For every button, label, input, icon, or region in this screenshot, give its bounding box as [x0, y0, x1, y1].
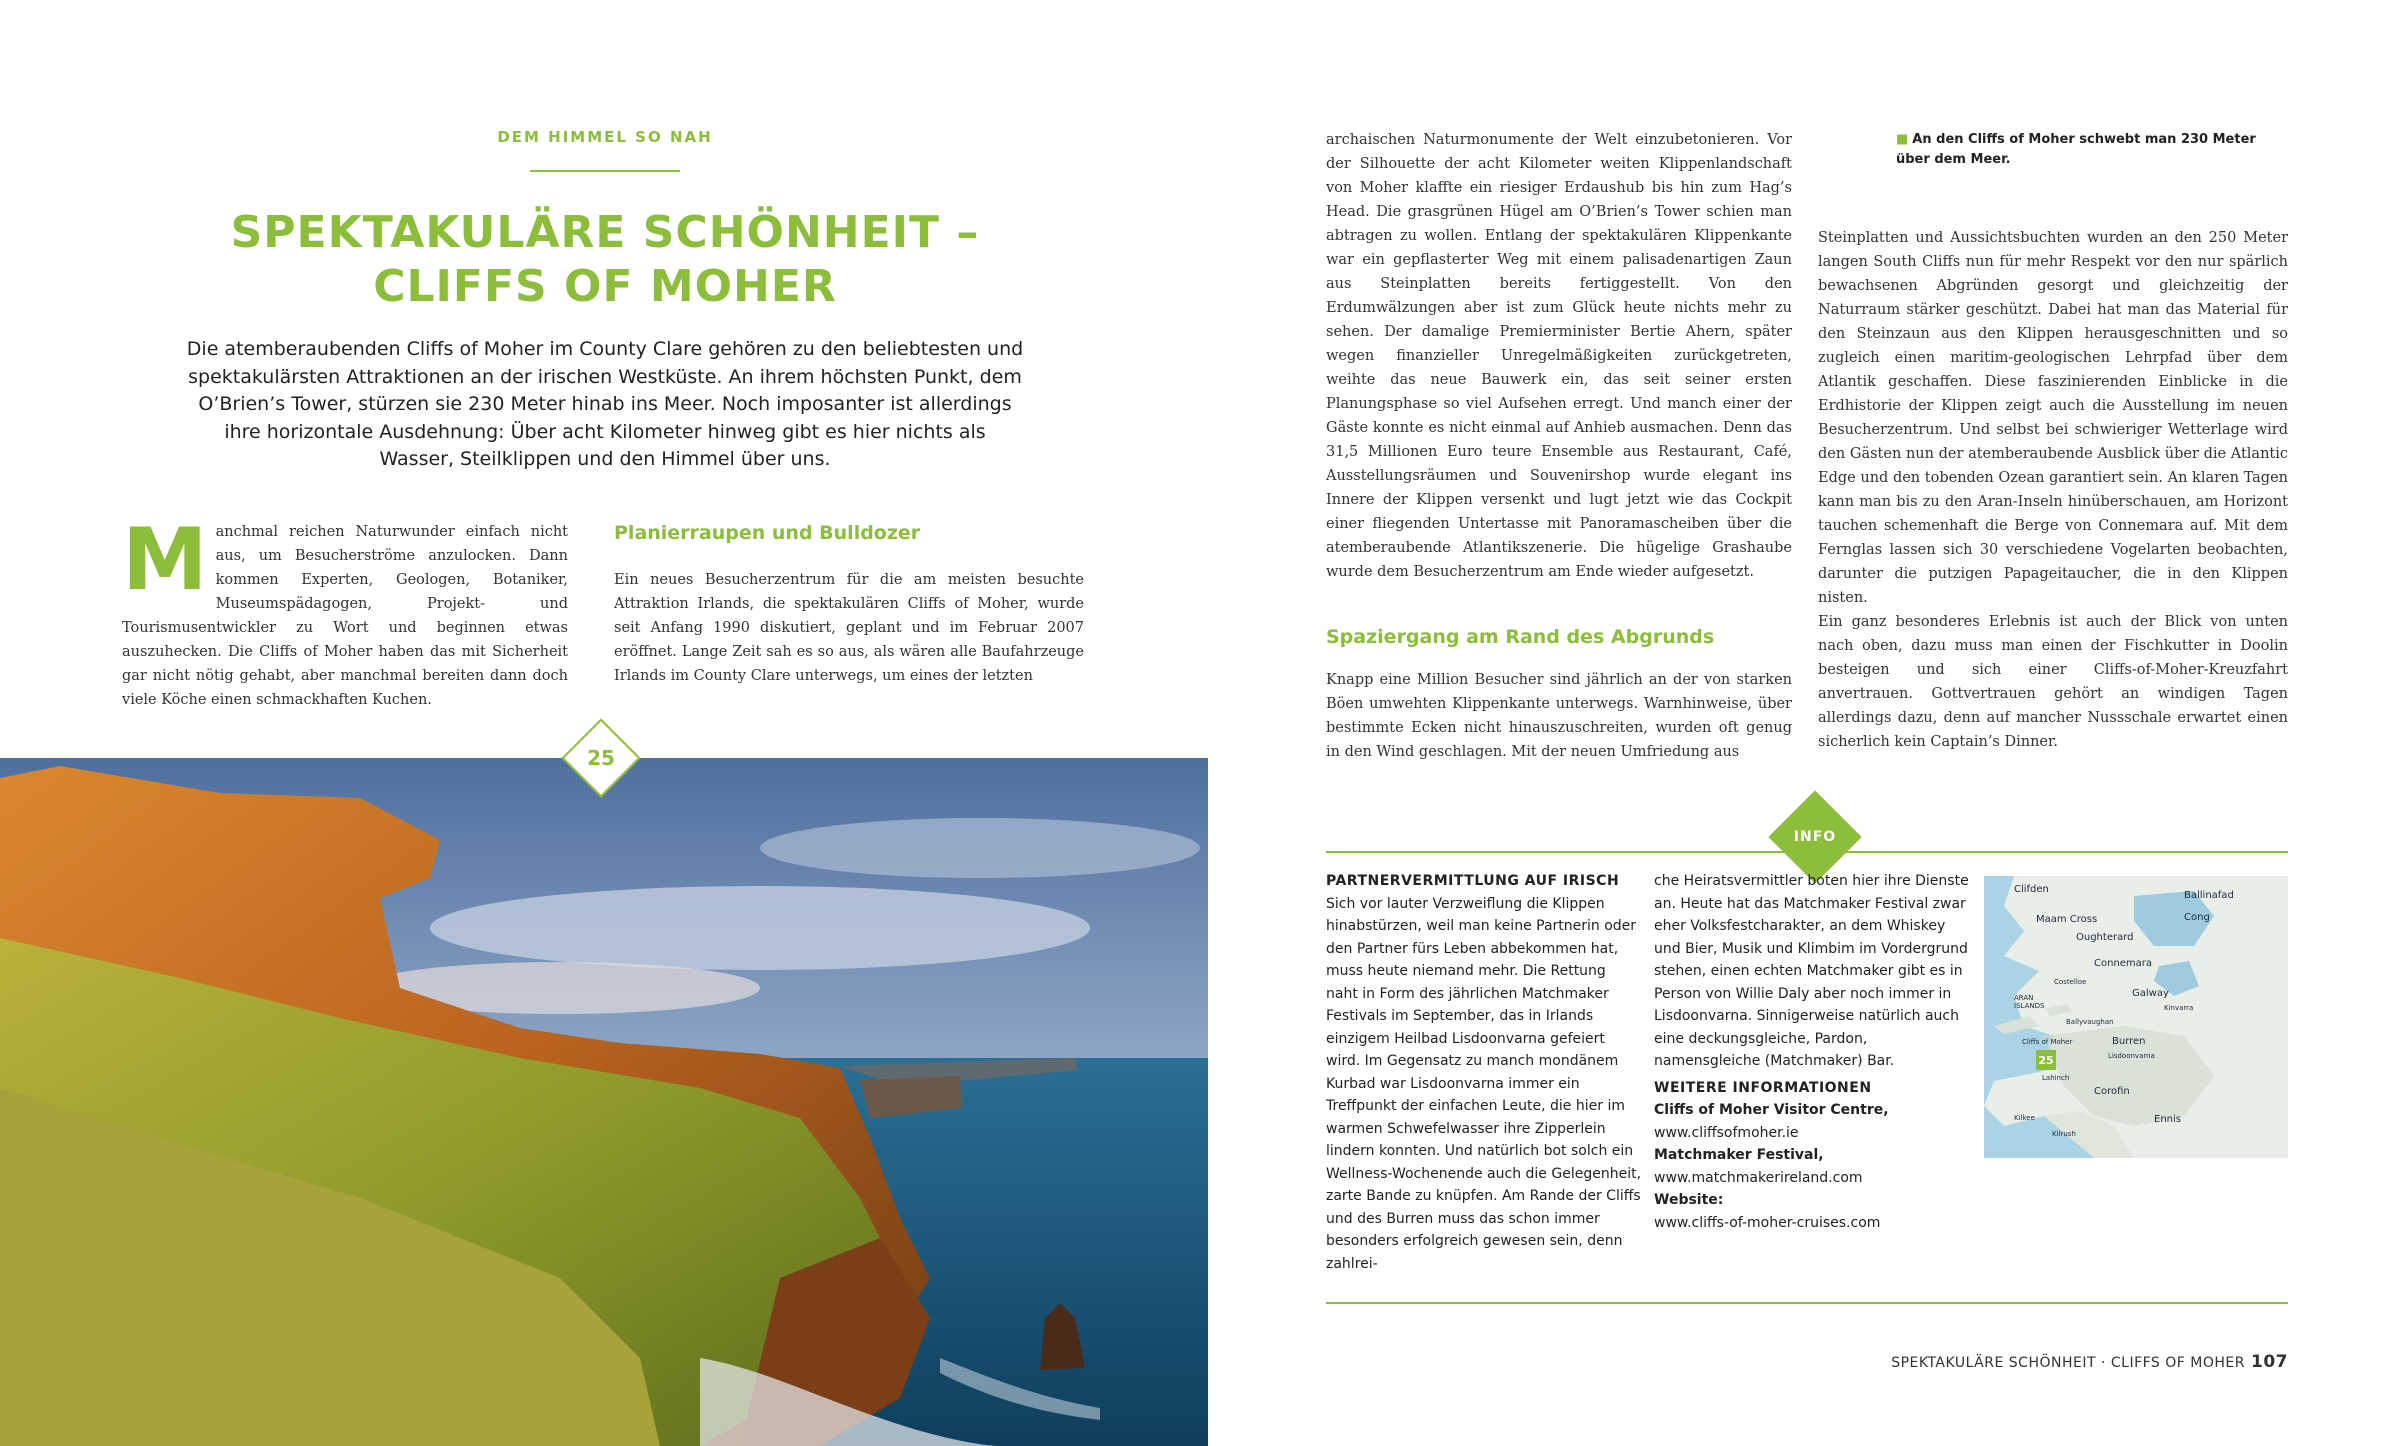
map-label-lisdoonvarna: Lisdoonvarna: [2108, 1052, 2155, 1060]
body-column-2: Ein neues Besucherzentrum für die am meisten besuchte Attraktion Irlands, die spektakulären Cliffs of Moher, wurde seit Anfang 1990 diskutiert, geplant und im Februar 2007 eröffnet. Lange Zeit sah es so aus, als wären alle Baufahrzeuge Irlands im County Clare unterwegs, um eines der letzten: [614, 572, 1084, 684]
subheading-planierraupen: Planierraupen und Bulldozer: [614, 522, 921, 544]
photo-caption: [1896, 130, 2276, 170]
map-label-cong: Cong: [2184, 912, 2210, 923]
info-column-1: [1326, 870, 1642, 1275]
info-text-2: che Heiratsvermittler boten hier ihre Dienste an. Heute hat das Matchmaker Festival zwar eher Volksfestcharakter, an dem Whiskey und Bier, Musik und Klimbim im Vordergrund stehen, einen echten Matchmaker gibt es in Person von Willie Daly aber noch immer in Lisdoonvarna. Sinnigerweise natürlich auch eine deckungsgleiche, Pardon, namensgleiche (Matchmaker) Bar.: [1654, 873, 1969, 1069]
map-badge: 25: [2036, 1050, 2056, 1070]
link-visitor-centre[interactable]: www.cliffsofmoher.ie: [1654, 1124, 1799, 1141]
caption-text: An den Cliffs of Moher schwebt man 230 Meter über dem Meer.: [1896, 132, 2256, 167]
map-label-ballinafad: Ballinafad: [2184, 890, 2234, 901]
link-label-matchmaker: Matchmaker Festival,: [1654, 1147, 1824, 1163]
kicker-divider: [530, 170, 680, 172]
info-text-1: Sich vor lauter Verzweiflung die Klippen hinabstürzen, weil man keine Partnerin oder den Partner fürs Leben abbekommen hat, muss heute niemand mehr. Die Rettung naht in Form des jährlichen Matchmaker Festivals im September, das in Irlands einzigem Heilbad Lisdoonvarna gefeiert wird. Im Gegensatz zu manch mondänem Kurbad war Lisdoonvarna immer ein Treffpunkt der einfachen Leute, die hier im warmen Schwefelwasser ihre Zipperlein lindern konnten. Und natürlich bot solch ein Wellness-Wochenende auch die Gelegenheit, zarte Bande zu knüpfen. Am Rande der Cliffs und des Burren muss das schon immer besonders erfolgreich gewesen sein, denn zahlrei-: [1326, 895, 1642, 1272]
body-text-4a: Steinplatten und Aussichtsbuchten wurden an den 250 Meter langen South Cliffs nun für mehr Respekt vor den nur spärlich bewachsenen Abgründen gesorgt und gleichzeitig der Naturraum stärker geschützt. Dabei hat man das Material für den Steinzaun aus den Klippen herausgeschnitten und so zugleich einen maritim-geologischen Lehrpfad über dem Atlantik geschaffen. Diese faszinierenden Einblicke in die Erdhistorie der Klippen zeigt auch die Ausstellung im neuen Besucherzentrum. Und selbst bei schwieriger Wetterlage wird den Gästen nun der atemberaubende Ausblick über die Atlantic Edge und den tobenden Ozean garantiert sein. An klaren Tagen kann man bis zu den Aran-Inseln hinüberschauen, am Horizont tauchen schemenhaft die Berge von Connemara auf. Mit dem Fernglas lassen sich 30 verschiedene Vogelarten beobachten, darunter die putzigen Papageitaucher, die in den Klippen nisten.: [1818, 230, 2288, 606]
map-label-connemara: Connemara: [2094, 958, 2153, 969]
map-label-kinvarra: Kinvarra: [2164, 1004, 2194, 1012]
caption-marker-icon: ■: [1896, 132, 1909, 147]
body-column-1: [122, 510, 568, 712]
lead-paragraph: Die atemberaubenden Cliffs of Moher im County Clare gehören zu den beliebtesten und spektakulärsten Attraktionen an der irischen Westküste. An ihrem höchsten Punkt, dem O’Brien’s Tower, stürzen sie 230 Meter hinab ins Meer. Noch imposanter ist allerdings ihre horizontale Ausdehnung: Über acht Kilometer hinweg gibt es hier nichts als Wasser, Steilklippen und den Himmel über uns.: [186, 338, 1024, 470]
map-label-lahinch: Lahinch: [2042, 1074, 2070, 1082]
map-label-ennis: Ennis: [2154, 1114, 2181, 1125]
link-cruises[interactable]: www.cliffs-of-moher-cruises.com: [1654, 1214, 1881, 1231]
map-label-aran-islands: ARAN ISLANDS: [2014, 994, 2045, 1010]
subheading-spaziergang: Spaziergang am Rand des Abgrunds: [1326, 626, 1715, 648]
page-title: [150, 206, 1060, 314]
map-label-kilrush: Kilrush: [2052, 1130, 2076, 1138]
body-column-4: [1818, 226, 2288, 754]
more-info-title: WEITERE INFORMATIONEN: [1654, 1079, 1872, 1096]
info-column-2: [1654, 870, 1970, 1234]
info-bottom-rule: [1326, 1302, 2288, 1304]
page-badge-number: 25: [587, 746, 615, 770]
map-label-kilkee: Kilkee: [2014, 1114, 2035, 1122]
body-column-3: archaischen Naturmonumente der Welt einzubetonieren. Vor der Silhouette der acht Kilometer weiten Klippenlandschaft von Moher klaffte ein riesiger Erdaushub bis hin zum Hag’s Head. Die grasgrünen Hügel am O’Brien’s Tower schien man abtragen zu wollen. Entlang der spektakulären Klippenkante war ein gepflasterter Weg mit einem palisadenartigen Zaun aus Steinplatten bereits fertiggestellt. Von den Erdumwälzungen aber ist zum Glück heute nichts mehr zu sehen. Der damalige Premierminister Bertie Ahern, später wegen finanzieller Unregelmäßigkeiten zurückgetreten, weihte das neue Bauwerk ein, das seit seiner ersten Planungsphase so viel Aufsehen erregt. Und manch einer der Gäste konnte es nicht einmal auf Anhieb ausmachen. Denn das 31,5 Millionen Euro teure Ensemble aus Restaurant, Café, Ausstellungsräumen und Souvenirshop wurde elegant ins Innere der Klippen versenkt und lugt jetzt wie das Cockpit einer fliegenden Untertasse mit Panoramascheiben über die atemberaubende Atlantikszenerie. Die hügelige Grashaube wurde dem Besucherzentrum am Ende wieder aufgesetzt.: [1326, 132, 1792, 580]
link-label-website: Website:: [1654, 1192, 1724, 1208]
info-title: PARTNERVERMITTLUNG AUF IRISCH: [1326, 873, 1620, 889]
kicker: DEM HIMMEL SO NAH: [497, 128, 713, 146]
map-label-corofin: Corofin: [2094, 1086, 2130, 1097]
page-footer: [1891, 1352, 2288, 1372]
map-label-oughterard: Oughterard: [2076, 932, 2134, 943]
cliffs-photo: [0, 758, 1208, 1446]
region-map: [1984, 876, 2288, 1158]
info-badge-label: INFO: [1793, 829, 1837, 845]
map-label-maam-cross: Maam Cross: [2036, 914, 2098, 925]
body-text: anchmal reichen Naturwunder einfach nicht aus, um Besucherströme anzulocken. Dann kommen Experten, Geologen, Botaniker, Museumspädagogen, Projekt- und Tourismusentwickler zu Wort und beginnen etwas auszuhecken. Die Cliffs of Moher haben das mit Sicherheit gar nicht nötig gehabt, aber manchmal bereiten dann doch viele Köche einen schmackhaften Kuchen.: [122, 524, 568, 708]
page-title-line-1: SPEKTAKULÄRE SCHÖNHEIT –: [230, 207, 980, 258]
map-label-galway: Galway: [2132, 988, 2169, 999]
page-number: 107: [2251, 1352, 2288, 1372]
body-text-4b: Ein ganz besonderes Erlebnis ist auch der Blick von unten nach oben, dazu muss man einen der Fischkutter in Doolin besteigen und sich einer Cliffs-of-Moher-Kreuzfahrt anvertrauen. Gottvertrauen gehört an windigen Tagen allerdings dazu, denn auf mancher Nussschale erwartet einen sicherlich kein Captain’s Dinner.: [1818, 614, 2288, 750]
map-label-burren: Burren: [2112, 1036, 2146, 1047]
map-label-costelloe: Costelloe: [2054, 978, 2087, 986]
footer-title: SPEKTAKULÄRE SCHÖNHEIT · CLIFFS OF MOHER: [1891, 1355, 2245, 1371]
link-matchmaker[interactable]: www.matchmakerireland.com: [1654, 1169, 1863, 1186]
drop-cap: M: [122, 510, 208, 610]
link-label-visitor-centre: Cliffs of Moher Visitor Centre,: [1654, 1102, 1889, 1118]
map-label-clifden: Clifden: [2014, 884, 2049, 895]
map-label-cliffs-of-moher: Cliffs of Moher: [2022, 1038, 2073, 1046]
map-label-ballyvaughan: Ballyvaughan: [2066, 1018, 2114, 1026]
body-column-3-continued: Knapp eine Million Besucher sind jährlich an der von starken Böen umwehten Klippenkante unterwegs. Warnhinweise, über bestimmte Ecken nicht hinauszuschreiten, wurden oft genug in den Wind geschlagen. Mit der neuen Umfriedung aus: [1326, 672, 1792, 760]
page-title-line-2: CLIFFS OF MOHER: [373, 261, 837, 312]
